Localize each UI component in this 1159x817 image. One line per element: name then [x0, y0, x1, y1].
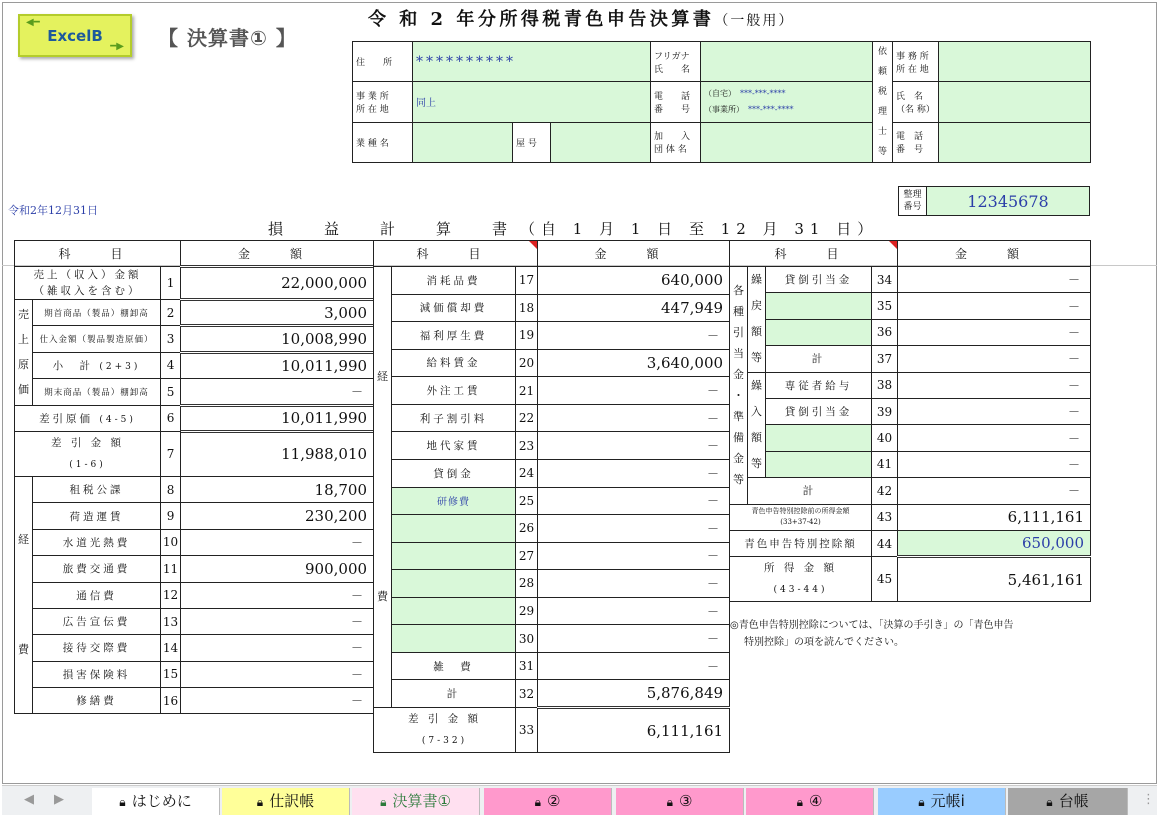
arrow-left-icon: ◀━: [26, 17, 40, 28]
expense-label[interactable]: [392, 625, 516, 653]
expense-amount[interactable]: 900,000: [181, 556, 374, 582]
expense-label: 通信費: [33, 582, 161, 608]
association-field[interactable]: [701, 122, 873, 162]
expense-label[interactable]: [392, 597, 516, 625]
expense-amount[interactable]: －: [538, 570, 730, 598]
taxpayer-info-table: [352, 41, 1091, 163]
reserves-vertical-label: 各 種 引 当 金 ・ 準 備 金 等: [730, 267, 748, 505]
address-label: 住 所: [353, 42, 413, 82]
scroll-right-icon[interactable]: ▶: [54, 792, 64, 807]
statement-title: 損 益 計 算 書（自 1 月 1 日 至 12 月 31 日）: [268, 220, 879, 238]
phone-label: 電 話 番 号: [651, 82, 701, 122]
tax-phone-field[interactable]: [939, 122, 1091, 162]
reserve-amount[interactable]: －: [898, 319, 1091, 345]
sheet-tab[interactable]: 🔒︎ 決算書①: [352, 788, 480, 815]
closing-inventory-amount[interactable]: －: [181, 379, 374, 405]
expense-label[interactable]: 研修費: [392, 487, 516, 515]
reserve-amount[interactable]: －: [898, 478, 1091, 504]
reserve-amount[interactable]: －: [898, 346, 1091, 372]
expense-label[interactable]: [392, 542, 516, 570]
document-title: 令 和 2 年分所得税青色申告決算書（一般用）: [368, 9, 795, 30]
net-before-amount[interactable]: 6,111,161: [538, 708, 730, 753]
reference-number-box: [898, 186, 1090, 216]
association-label: 加 入 団 体 名: [651, 122, 701, 162]
expense-label: 利子割引料: [392, 404, 516, 432]
cost-of-sales-amount[interactable]: 10,011,990: [181, 405, 374, 431]
expense-label: 地代家賃: [392, 432, 516, 460]
tax-office-label: 事 務 所 所 在 地: [893, 42, 939, 82]
expense-amount[interactable]: －: [181, 688, 374, 714]
tax-office-field[interactable]: [939, 42, 1091, 82]
reserve-amount[interactable]: －: [898, 451, 1091, 477]
reserve-amount[interactable]: －: [898, 398, 1091, 424]
expense-amount[interactable]: －: [538, 377, 730, 405]
sheet-label: 【 決算書① 】: [158, 26, 297, 50]
tax-phone-label: 電 話 番 号: [893, 122, 939, 162]
header-kingaku: 金 額: [538, 241, 730, 267]
expense-label: 計: [392, 680, 516, 708]
gross-profit-amount[interactable]: 11,988,010: [181, 431, 374, 476]
shop-label: 屋 号: [513, 122, 551, 162]
transfer-vertical-label: 繰 入 額 等: [748, 372, 766, 478]
sales-amount[interactable]: 22,000,000: [181, 267, 374, 300]
reserve-amount[interactable]: －: [898, 372, 1091, 398]
tax-name-label: 氏 名 （名 称）: [893, 82, 939, 122]
income-label: 所 得 金 額 (43-44): [730, 557, 872, 602]
sheet-tab[interactable]: 🔒︎ 台帳: [1008, 788, 1128, 815]
closing-inventory-label: 期末商品（製品）棚卸高: [33, 379, 161, 405]
sheet-tab[interactable]: 🔒︎ 仕訳帳: [222, 788, 350, 815]
expense-label: 荷造運賃: [33, 503, 161, 529]
tax-accountant-vertical-label: 依 頼 税 理 士 等: [873, 42, 893, 163]
gross-profit-label: 差 引 金 額 (1-6): [15, 431, 161, 476]
subtotal-label: 小 計 (2+3): [33, 352, 161, 378]
lock-icon: 🔒︎: [796, 795, 803, 809]
industry-label: 業 種 名: [353, 122, 413, 162]
sheet-tab[interactable]: 🔒︎ はじめに: [92, 788, 220, 815]
expense-amount[interactable]: 640,000: [538, 267, 730, 295]
header-kamoku: 科 目: [374, 241, 538, 267]
cost-of-sales-label: 差引原価 (4-5): [15, 405, 161, 431]
date-label: 令和2年12月31日: [8, 204, 98, 217]
expense-label: 広告宣伝費: [33, 608, 161, 634]
expense-amount[interactable]: 230,200: [181, 503, 374, 529]
expense-amount[interactable]: －: [181, 529, 374, 555]
reserve-label: 貸倒引当金: [766, 398, 872, 424]
pl-column-3: 科 目 金 額 各 種 引 当 金 ・ 準 備 金 等 繰 戻 額 等 貸倒引当金 34 － 35 － 36 － 計 37 － 繰 入 額 等 専従者給与 38 － 貸倒引当金 39 － 40 － 41 － 計 42 － 青色申告特別控除前の所得金額 (33+37-42) 43 6,111,161 青色申告特別控除額 44 650,000 所 得 金 額 (43-44) 45 5,461,161: [729, 240, 1091, 602]
phone-field[interactable]: （自宅） ***-***-**** （事業所） ***-***-****: [701, 82, 873, 122]
expense-amount[interactable]: －: [538, 542, 730, 570]
reversal-vertical-label: 繰 戻 額 等: [748, 267, 766, 373]
reserve-label[interactable]: [766, 293, 872, 319]
pl-column-2: 科 目 金 額 経 費 消耗品費 17 640,000 減価償却費 18 447,949 福利厚生費 19 － 給料賃金 20 3,640,000 外注工賃 21 － 利子割引料 22 － 地代家賃 23 － 貸倒金 24 － 研修費 25 － 26 － 27 － 28 － 29 － 30 － 雑 費 31 － 計 32 5,876,849 差 引 金 額 (7-32) 33 6,111,161: [373, 240, 730, 753]
expense-label: 減価償却費: [392, 294, 516, 322]
scroll-left-icon[interactable]: ◀: [24, 792, 34, 807]
expense-label: 接待交際費: [33, 635, 161, 661]
expense-amount[interactable]: 3,640,000: [538, 349, 730, 377]
expense-amount[interactable]: －: [538, 322, 730, 350]
expense-label: 福利厚生費: [392, 322, 516, 350]
expense-amount[interactable]: －: [181, 582, 374, 608]
subtotal-amount[interactable]: 10,011,990: [181, 352, 374, 378]
excelb-logo[interactable]: ◀━ ExcelB ━▶: [18, 14, 132, 57]
reserve-label[interactable]: [766, 425, 872, 451]
income-amount[interactable]: 5,461,161: [898, 557, 1091, 602]
expense-amount[interactable]: －: [538, 459, 730, 487]
sheet-tab[interactable]: 🔒︎ 元帳i: [878, 788, 1006, 815]
sheet-tab[interactable]: 🔒︎ ②: [484, 788, 612, 815]
net-before-label: 差 引 金 額 (7-32): [374, 708, 516, 753]
expense-amount[interactable]: －: [538, 404, 730, 432]
more-tabs-icon[interactable]: ⋮: [1142, 792, 1155, 807]
comment-marker-icon: [529, 241, 537, 249]
expense-amount[interactable]: －: [538, 432, 730, 460]
expenses-vertical-label: 経 費: [374, 267, 392, 708]
sheet-tab-bar: [2, 785, 1157, 815]
expense-label: 損害保険料: [33, 661, 161, 687]
lock-icon: 🔒︎: [918, 795, 925, 809]
lock-icon: 🔒︎: [119, 795, 126, 809]
reserve-amount[interactable]: －: [898, 267, 1091, 293]
pre-deduction-income-amount[interactable]: 6,111,161: [898, 504, 1091, 530]
reserve-label: 専従者給与: [766, 372, 872, 398]
pre-deduction-income-label: 青色申告特別控除前の所得金額 (33+37-42): [730, 504, 872, 530]
expense-amount[interactable]: 447,949: [538, 294, 730, 322]
expense-label: 消耗品費: [392, 267, 516, 295]
expense-label: 雑 費: [392, 652, 516, 680]
expense-label: 給料賃金: [392, 349, 516, 377]
reserve-amount[interactable]: －: [898, 293, 1091, 319]
cost-vertical-label: 売 上 原 価: [15, 300, 33, 406]
expense-amount[interactable]: 5,876,849: [538, 680, 730, 708]
expense-amount[interactable]: －: [538, 597, 730, 625]
header-kamoku: 科 目: [730, 241, 898, 267]
blue-deduction-label: 青色申告特別控除額: [730, 530, 872, 556]
sheet-tab[interactable]: 🔒︎ ④: [746, 788, 874, 815]
name-label: フリガナ 氏 名: [651, 42, 701, 82]
expense-label[interactable]: [392, 515, 516, 543]
sales-label: 売上（収入）金額 （雑収入を含む）: [15, 267, 161, 300]
expense-amount[interactable]: －: [181, 608, 374, 634]
lock-icon: 🔒︎: [666, 795, 673, 809]
lock-icon: 🔒︎: [256, 795, 264, 809]
lock-icon: 🔒︎: [1046, 795, 1053, 809]
expenses-vertical-label: 経 費: [15, 476, 33, 714]
expense-label: 水道光熱費: [33, 529, 161, 555]
header-kingaku: 金 額: [181, 241, 374, 267]
expense-label: 旅費交通費: [33, 556, 161, 582]
opening-inventory-amount[interactable]: 3,000: [181, 300, 374, 326]
expense-amount[interactable]: －: [538, 625, 730, 653]
reference-number-label: 整理 番号: [899, 187, 927, 216]
expense-label: 修繕費: [33, 688, 161, 714]
office-field[interactable]: 同上: [413, 82, 651, 122]
expense-label: 外注工賃: [392, 377, 516, 405]
industry-field[interactable]: [413, 122, 513, 162]
header-kamoku: 科 目: [15, 241, 181, 267]
arrow-right-icon: ━▶: [110, 41, 124, 52]
expense-amount[interactable]: －: [538, 652, 730, 680]
expense-amount[interactable]: 18,700: [181, 476, 374, 502]
expense-amount[interactable]: －: [181, 661, 374, 687]
address-field[interactable]: **********: [413, 42, 651, 82]
pl-column-1: 科 目 金 額 売上（収入）金額 （雑収入を含む） 1 22,000,000 売 上 原 価 期首商品（製品）棚卸高 2 3,000 仕入金額（製品製造原価） 3 10,008,990 小 計 (2+3) 4 10,011,990 期末商品（製品）棚卸高 5 － 差引原価 (4-5) 6 10,011,990 差 引 金 額 (1-6) 7 11,988,010 経 費 租税公課 8 18,700 荷造運賃 9 230,200 水道光熱費 10 － 旅費交通費 11 900,000 通信費 12 － 広告宣伝費 13 － 接待交際費 14 － 損害保険料 15 － 修繕費 16 －: [14, 240, 374, 714]
name-field[interactable]: [701, 42, 873, 82]
purchase-label: 仕入金額（製品製造原価）: [33, 326, 161, 352]
expense-amount[interactable]: －: [181, 635, 374, 661]
reserve-label: 計: [748, 478, 872, 504]
lock-icon: 🔒︎: [534, 795, 541, 809]
lock-icon: 🔒︎: [380, 795, 387, 809]
expense-label: 貸倒金: [392, 459, 516, 487]
office-label: 事 業 所 所 在 地: [353, 82, 413, 122]
deduction-note: ◎青色申告特別控除については、「決算の手引き」の「青色申告 特別控除」の項を読んでください。: [730, 620, 1014, 648]
shop-field[interactable]: [551, 122, 651, 162]
reference-number-field[interactable]: 12345678: [927, 187, 1090, 216]
blue-deduction-amount[interactable]: 650,000: [898, 530, 1091, 556]
reserve-label[interactable]: [766, 319, 872, 345]
reserve-label: 計: [766, 346, 872, 372]
opening-inventory-label: 期首商品（製品）棚卸高: [33, 300, 161, 326]
purchase-amount[interactable]: 10,008,990: [181, 326, 374, 352]
expense-label: 租税公課: [33, 476, 161, 502]
reserve-label: 貸倒引当金: [766, 267, 872, 293]
header-kingaku: 金 額: [898, 241, 1091, 267]
comment-marker-icon: [889, 241, 897, 249]
expense-amount[interactable]: －: [538, 515, 730, 543]
reserve-amount[interactable]: －: [898, 425, 1091, 451]
expense-label[interactable]: [392, 570, 516, 598]
tax-name-field[interactable]: [939, 82, 1091, 122]
expense-amount[interactable]: －: [538, 487, 730, 515]
reserve-label[interactable]: [766, 451, 872, 477]
sheet-tab[interactable]: 🔒︎ ③: [616, 788, 744, 815]
